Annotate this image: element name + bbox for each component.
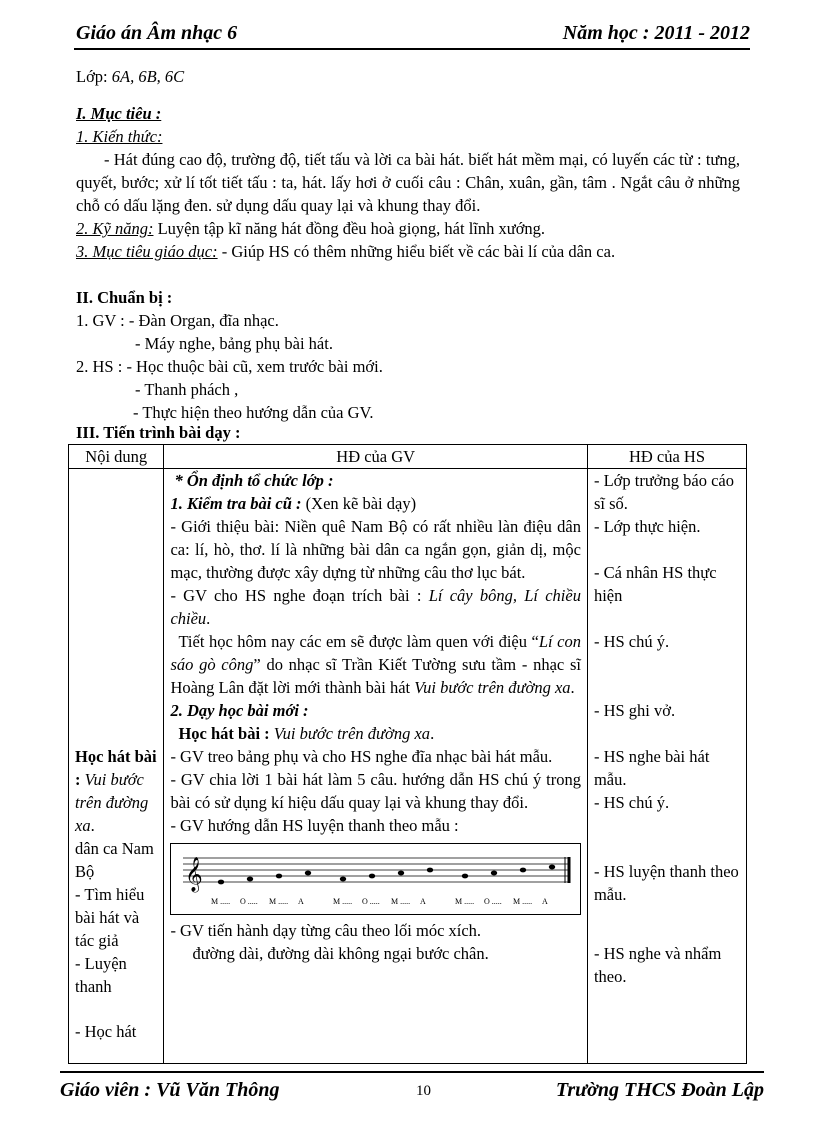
hs-line-2: - Thanh phách , bbox=[135, 380, 239, 399]
gv-intro: - Giới thiệu bài: Niền quê Nam Bộ có rất nhiều làn điệu dân ca: lí, hò, thơ. lí là những bài dân ca ngắn gọn, giản dị, mộc mạc, thường được xây dựng từ những câu thơ lục bát. bbox=[170, 517, 581, 582]
page-header bbox=[74, 20, 750, 50]
gv-listen: - GV cho HS nghe đoạn trích bài : Lí cây bông, Lí chiều chiều. bbox=[170, 586, 581, 628]
staff-syllable: M ..... bbox=[513, 897, 533, 906]
nd-genre: dân ca Nam Bộ bbox=[75, 839, 154, 881]
staff-syllable: O ..... bbox=[240, 897, 259, 906]
staff-syllable: A bbox=[298, 897, 305, 906]
col-header-content: Nội dung bbox=[69, 445, 164, 469]
page-number: 10 bbox=[416, 1083, 431, 1099]
gv-lyrics: đường dài, đường dài không ngại bước chân. bbox=[192, 944, 489, 963]
cell-student bbox=[587, 469, 746, 1064]
staff-syllable: O ..... bbox=[484, 897, 503, 906]
footer-teacher: Giáo viên : Vũ Văn Thông bbox=[60, 1079, 280, 1101]
table-body-row bbox=[69, 469, 747, 1064]
class-line: Lớp: 6A, 6B, 6C bbox=[76, 67, 185, 86]
gv-new-lesson: 2. Dạy học bài mới : bbox=[170, 701, 309, 720]
header-left: Giáo án Âm nhạc 6 bbox=[76, 22, 238, 44]
note-head bbox=[276, 874, 282, 879]
table-header-row bbox=[69, 445, 747, 469]
hs-notes: - HS ghi vở. bbox=[593, 701, 676, 720]
staff-syllable: M ..... bbox=[391, 897, 411, 906]
warmup-staff bbox=[170, 843, 581, 915]
note-head bbox=[305, 871, 311, 876]
note-head bbox=[340, 877, 346, 882]
gv-split-song: - GV chia lời 1 bài hát làm 5 câu. hướng dẫn HS chú ý trong bài có sử dụng kí hiệu dấu quay lại và khung thay đổi. bbox=[170, 770, 581, 812]
hs-attention-2: - HS chú ý. bbox=[593, 793, 670, 812]
music-staff bbox=[177, 844, 577, 914]
note-head bbox=[427, 868, 433, 873]
section-preparation bbox=[76, 286, 740, 424]
note-head bbox=[520, 868, 526, 873]
page-footer bbox=[60, 1071, 764, 1107]
gv-line-2: - Máy nghe, bảng phụ bài hát. bbox=[135, 334, 333, 353]
note-head bbox=[549, 865, 555, 870]
staff-syllable: M ..... bbox=[269, 897, 289, 906]
sub3-line: 3. Mục tiêu giáo dục: - Giúp HS có thêm những hiểu biết về các bài lí của dân ca. bbox=[76, 242, 616, 261]
hs-report: - Lớp trưởng báo cáo sĩ số. bbox=[593, 471, 734, 513]
nd-lesson-title: Học hát bài : Vui bước trên đường xa. bbox=[75, 747, 157, 835]
cell-content bbox=[69, 469, 164, 1064]
lesson-table bbox=[68, 444, 747, 1064]
section3-title: III. Tiến trình bài dạy : bbox=[76, 423, 241, 442]
note-head bbox=[491, 871, 497, 876]
cell-teacher bbox=[164, 469, 588, 1064]
gv-stabilize: * Ổn định tổ chức lớp : bbox=[174, 471, 334, 490]
gv-listen-sample: - GV treo bảng phụ và cho HS nghe đĩa nhạc bài hát mẫu. bbox=[170, 747, 553, 766]
gv-teach-chain: - GV tiến hành dạy từng câu theo lối móc xích. bbox=[170, 921, 482, 940]
footer-school: Trường THCS Đoàn Lập bbox=[555, 1079, 764, 1101]
header-right: Năm học : 2011 - 2012 bbox=[562, 22, 750, 44]
hs-individual: - Cá nhân HS thực hiện bbox=[593, 563, 717, 605]
staff-syllable: M ..... bbox=[333, 897, 353, 906]
staff-syllable: A bbox=[542, 897, 549, 906]
col-header-hs: HĐ của HS bbox=[587, 445, 746, 469]
hs-line-1: 2. HS : - Học thuộc bài cũ, xem trước bài mới. bbox=[76, 357, 383, 376]
nd-learn: - Học hát bbox=[75, 1022, 137, 1041]
hs-perform: - Lớp thực hiện. bbox=[593, 517, 701, 536]
staff-syllable: M ..... bbox=[455, 897, 475, 906]
note-head bbox=[247, 877, 253, 882]
section-objectives bbox=[76, 102, 740, 263]
note-head bbox=[369, 874, 375, 879]
gv-warmup: - GV hướng dẫn HS luyện thanh theo mẫu : bbox=[170, 816, 459, 835]
staff-syllable: M ..... bbox=[211, 897, 231, 906]
hs-line-3: - Thực hiện theo hướng dẫn của GV. bbox=[133, 403, 374, 422]
nd-warmup: - Luyện thanh bbox=[75, 954, 127, 996]
note-head bbox=[218, 880, 224, 885]
nd-research: - Tìm hiểu bài hát và tác giả bbox=[75, 885, 145, 950]
note-head bbox=[398, 871, 404, 876]
sub1-text: - Hát đúng cao độ, trường độ, tiết tấu và lời ca bài hát. biết hát mềm mại, có luyến các từ : tưng, quyết, bước; xử lí tốt tiết tấu : ta, hát. lấy hơi ở cuối câu : Chân, xuân, gần, tâm . Ngắt câu ở những chỗ có dấu lặng đen. sử dụng dấu quay lại và khung thay đổi. bbox=[76, 150, 740, 215]
gv-song-title: Học hát bài : Vui bước trên đường xa. bbox=[178, 724, 435, 743]
gv-today: Tiết học hôm nay các em sẽ được làm quen với điệu “Lí con sáo gò công” do nhạc sĩ Trần Kiết Tường sưu tầm - nhạc sĩ Hoàng Lân đặt lời mới thành bài hát Vui bước trên đường xa. bbox=[170, 632, 581, 697]
treble-clef-icon: 𝄞 bbox=[185, 857, 204, 892]
staff-syllable: O ..... bbox=[362, 897, 381, 906]
staff-syllable: A bbox=[420, 897, 427, 906]
gv-review: 1. Kiểm tra bài cũ : (Xen kẽ bài dạy) bbox=[170, 494, 417, 513]
hs-listen-hum: - HS nghe và nhẩm theo. bbox=[593, 944, 722, 986]
gv-line-1: 1. GV : - Đàn Organ, đĩa nhạc. bbox=[76, 311, 279, 330]
hs-attention-1: - HS chú ý. bbox=[593, 632, 670, 651]
section2-title: II. Chuẩn bị : bbox=[76, 288, 173, 307]
sub2-line: 2. Kỹ năng: Luyện tập kĩ năng hát đồng đều hoà giọng, hát lĩnh xướng. bbox=[76, 219, 546, 238]
section1-title: I. Mục tiêu : bbox=[76, 104, 162, 123]
note-head bbox=[462, 874, 468, 879]
hs-warmup: - HS luyện thanh theo mẫu. bbox=[593, 862, 739, 904]
sub1-title: 1. Kiến thức: bbox=[76, 127, 163, 146]
hs-listen-sample: - HS nghe bài hát mẫu. bbox=[593, 747, 710, 789]
col-header-gv: HĐ của GV bbox=[164, 445, 588, 469]
